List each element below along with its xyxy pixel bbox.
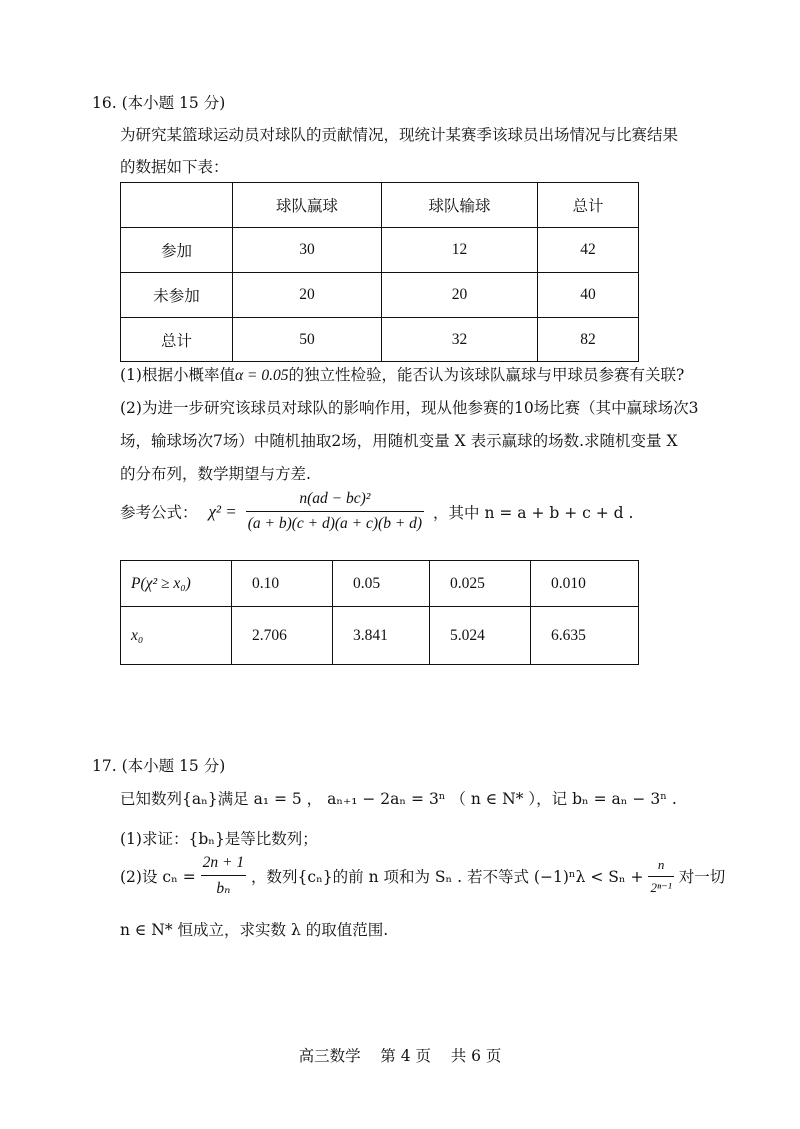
table-cell: 82: [538, 318, 639, 362]
q17-part2: [120, 854, 725, 898]
fraction2-denominator: 2ⁿ⁻¹: [648, 876, 673, 896]
q16-part2-line1: (2)为进一步研究该球员对球队的影响作用，现从他参赛的10场比赛（其中赢球场次3: [120, 399, 699, 417]
contingency-table: [120, 182, 639, 362]
q17-part2-text-b: ，数列{cₙ}的前 n 项和为 Sₙ . 若不等式 (−1)ⁿλ < Sₙ +: [251, 868, 644, 886]
q17-part2-text-c: 对一切: [678, 868, 726, 886]
table-cell: 50: [233, 318, 382, 362]
formula-label: 参考公式：: [120, 503, 198, 522]
q16-part2-line2: 场，输球场次7场）中随机抽取2场，用随机变量 X 表示赢球的场数.求随机变量 X: [120, 432, 678, 450]
q16-part1: [120, 363, 684, 385]
table-row: [121, 273, 639, 318]
fraction2-numerator: n: [657, 856, 665, 872]
table-cell: 0.010: [531, 561, 639, 607]
c-n-numerator: 2n + 1: [202, 854, 245, 871]
table-cell: 20: [382, 273, 538, 318]
chi-square-formula: [120, 490, 633, 533]
table-cell: 总计: [121, 318, 233, 362]
formula-fraction: [246, 490, 424, 533]
q17-part2-text-a: (2)设 cₙ =: [120, 868, 196, 886]
critical-value-table: [120, 560, 639, 665]
table-row: [121, 228, 639, 273]
c-n-fraction: [201, 854, 246, 898]
table-cell: 20: [233, 273, 382, 318]
q16-part2-line3: 的分布列，数学期望与方差.: [120, 465, 311, 483]
table-cell: 0.025: [430, 561, 531, 607]
q17-header: 17. (本小题 15 分): [92, 757, 226, 775]
q17-part1: (1)求证：{bₙ}是等比数列；: [120, 830, 318, 848]
table-cell: P(χ² ≥ x₀): [121, 561, 232, 607]
table-header-cell: 总计: [538, 183, 639, 228]
table-header-cell: 球队输球: [382, 183, 538, 228]
table-row: [121, 607, 639, 665]
table-row: [121, 561, 639, 607]
table-cell: 参加: [121, 228, 233, 273]
q16-intro-line1: 为研究某篮球运动员对球队的贡献情况，现统计某赛季该球员出场情况与比赛结果: [120, 126, 679, 144]
formula-lhs: χ² =: [208, 501, 237, 521]
q16-part1-text-a: (1)根据小概率值: [120, 366, 235, 384]
formula-condition: ，其中 n = a + b + c + d .: [433, 503, 634, 522]
table-cell: x₀: [121, 607, 232, 665]
table-cell: 2.706: [232, 607, 333, 665]
q16-part1-text-b: 的独立性检验，能否认为该球队赢球与甲球员参赛有关联?: [288, 366, 685, 384]
table-cell: 6.635: [531, 607, 639, 665]
table-row: [121, 318, 639, 362]
q17-part2-line2: n ∈ N* 恒成立，求实数 λ 的取值范围.: [120, 921, 389, 939]
q16-header: 16. (本小题 15 分): [92, 94, 226, 112]
formula-denominator: (a + b)(c + d)(a + c)(b + d): [246, 511, 424, 533]
table-cell: 32: [382, 318, 538, 362]
table-cell: 42: [538, 228, 639, 273]
c-n-denominator: bₙ: [201, 875, 246, 898]
table-cell: 0.05: [333, 561, 430, 607]
q17-line1: 已知数列{aₙ}满足 a₁ = 5 ， aₙ₊₁ − 2aₙ = 3ⁿ （ n ∈ N* ），记 bₙ = aₙ − 3ⁿ .: [120, 790, 677, 808]
table-header-cell: [121, 183, 233, 228]
table-cell: 5.024: [430, 607, 531, 665]
formula-numerator: n(ad − bc)²: [299, 490, 371, 507]
table-cell: 12: [382, 228, 538, 273]
q16-intro-line2: 的数据如下表：: [120, 158, 229, 176]
table-cell: 30: [233, 228, 382, 273]
table-cell: 40: [538, 273, 639, 318]
table-cell: 3.841: [333, 607, 430, 665]
table-cell: 0.10: [232, 561, 333, 607]
table-cell: 未参加: [121, 273, 233, 318]
page-footer: 高三数学 第 4 页 共 6 页: [298, 1047, 502, 1065]
table-header-cell: 球队赢球: [233, 183, 382, 228]
n-over-power-fraction: [648, 857, 673, 896]
alpha-value: α = 0.05: [234, 367, 289, 384]
